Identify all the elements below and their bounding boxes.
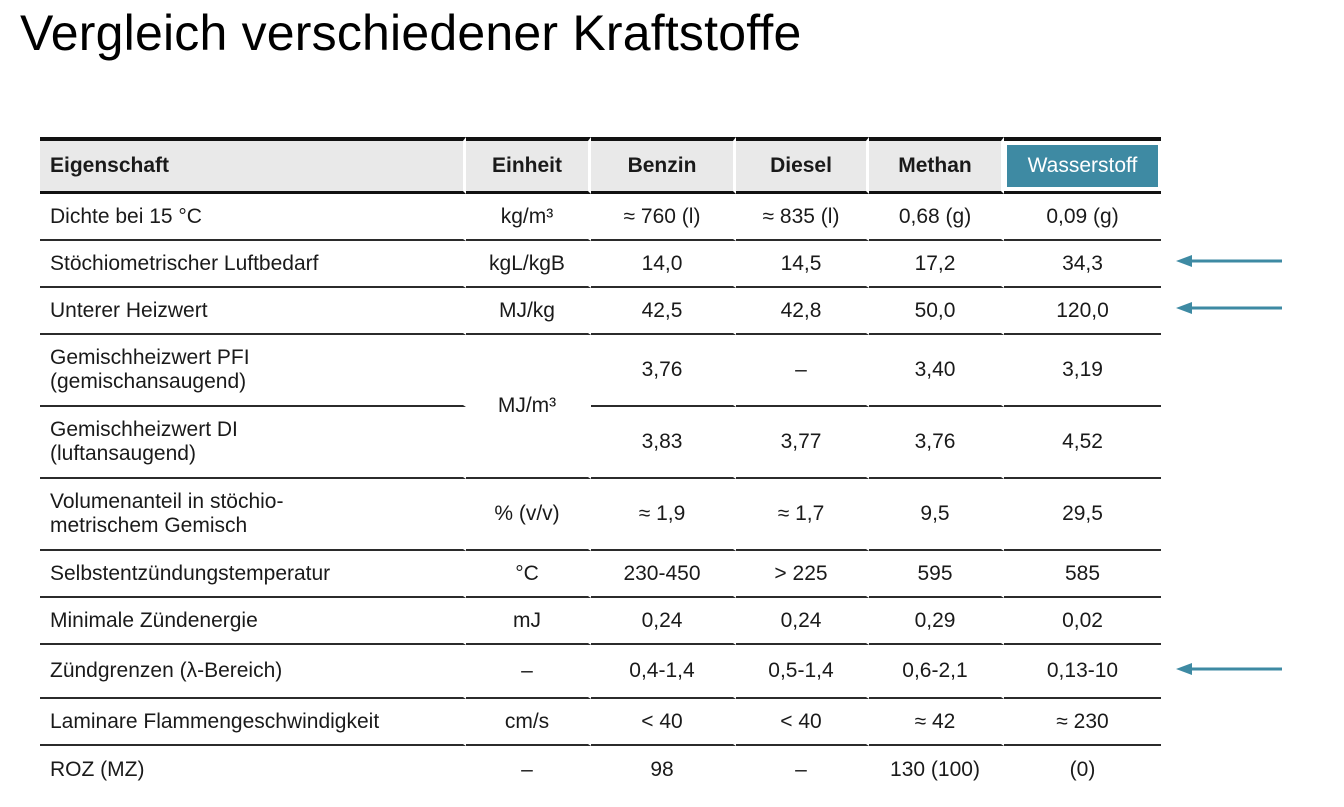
value-cell: 3,19 [1004,335,1161,407]
value-cell: 0,02 [1004,598,1161,645]
unit-cell: mJ [466,598,591,645]
arrow-left-icon [1176,253,1284,269]
table-row [40,598,1161,645]
header-unit: Einheit [466,137,591,194]
header-wasserstoff-label: Wasserstoff [1007,145,1158,187]
unit-cell: cm/s [466,699,591,746]
arrow-left-icon [1176,661,1284,677]
value-cell: 0,4-1,4 [591,645,736,699]
property-cell: Stöchiometrischer Luftbedarf [40,241,466,288]
value-cell: ≈ 42 [869,699,1004,746]
table-row [40,194,1161,241]
value-cell: 0,5-1,4 [736,645,869,699]
property-cell: Unterer Heizwert [40,288,466,335]
value-cell: 0,09 (g) [1004,194,1161,241]
value-cell: 3,83 [591,407,736,479]
header-property: Eigenschaft [40,137,466,194]
value-cell: ≈ 835 (l) [736,194,869,241]
value-cell: 4,52 [1004,407,1161,479]
table-row [40,288,1161,335]
property-cell: Dichte bei 15 °C [40,194,466,241]
table-row [40,699,1161,746]
unit-cell: – [466,746,591,793]
value-cell: 0,24 [736,598,869,645]
value-cell: 120,0 [1004,288,1161,335]
value-cell: 34,3 [1004,241,1161,288]
table-row [40,551,1161,598]
table-row [40,335,1161,407]
unit-cell: kg/m³ [466,194,591,241]
property-cell: Selbstentzündungstemperatur [40,551,466,598]
value-cell: ≈ 230 [1004,699,1161,746]
property-cell [40,335,466,407]
value-cell: ≈ 760 (l) [591,194,736,241]
value-cell: 3,76 [869,407,1004,479]
table-row [40,407,1161,479]
value-cell: ≈ 1,7 [736,479,869,551]
unit-cell-merged: MJ/m³ [466,335,591,479]
header-diesel: Diesel [736,137,869,194]
value-cell: 17,2 [869,241,1004,288]
fuel-comparison-table [40,137,1161,793]
property-cell [40,407,466,479]
value-cell: – [736,335,869,407]
header-methan: Methan [869,137,1004,194]
property-line: metrischem Gemisch [50,514,248,537]
value-cell: 0,24 [591,598,736,645]
value-cell: 9,5 [869,479,1004,551]
value-cell: (0) [1069,757,1096,781]
value-cell: < 40 [591,699,736,746]
table-header-row [40,137,1161,194]
value-cell: 3,76 [591,335,736,407]
property-cell: Zündgrenzen (λ-Bereich) [40,645,466,699]
property-cell: Minimale Zündenergie [40,598,466,645]
value-cell: 130 (100) [869,746,1004,793]
value-cell: 0,29 [869,598,1004,645]
unit-cell: MJ/kg [466,288,591,335]
value-cell: 3,77 [736,407,869,479]
property-cell [40,479,466,551]
value-cell: 0,68 (g) [869,194,1004,241]
value-cell: 0,6-2,1 [869,645,1004,699]
value-cell: 585 [1004,551,1161,598]
value-cell: 595 [869,551,1004,598]
value-cell: 98 [591,746,736,793]
value-cell: 50,0 [869,288,1004,335]
property-cell: ROZ (MZ) [40,746,466,793]
property-line: (gemischansaugend) [50,370,247,393]
unit-cell: % (v/v) [466,479,591,551]
value-cell: 42,5 [591,288,736,335]
header-wasserstoff [1004,137,1161,194]
value-cell: 14,0 [591,241,736,288]
value-cell: 3,40 [869,335,1004,407]
value-cell: 42,8 [736,288,869,335]
value-cell: 29,5 [1004,479,1161,551]
property-cell: Laminare Flammengeschwindigkeit [40,699,466,746]
property-line: (luftansaugend) [50,442,196,465]
slide-title: Vergleich verschiedener Kraftstoffe [20,5,802,61]
value-cell: 230-450 [591,551,736,598]
table-row [40,645,1161,699]
arrow-left-icon [1176,300,1284,316]
property-line: Volumenanteil in stöchio- [50,490,284,513]
unit-cell: kgL/kgB [466,241,591,288]
property-line: Gemischheizwert DI [50,418,238,441]
value-cell: – [736,746,869,793]
value-cell: > 225 [736,551,869,598]
unit-cell: °C [466,551,591,598]
value-cell: 14,5 [736,241,869,288]
table-row [40,746,1161,793]
unit-cell: – [466,645,591,699]
table-row [40,479,1161,551]
header-benzin: Benzin [591,137,736,194]
value-cell: 0,13-10 [1004,645,1161,699]
property-line: Gemischheizwert PFI [50,346,250,369]
table-row [40,241,1161,288]
value-cell: ≈ 1,9 [591,479,736,551]
value-cell: < 40 [736,699,869,746]
